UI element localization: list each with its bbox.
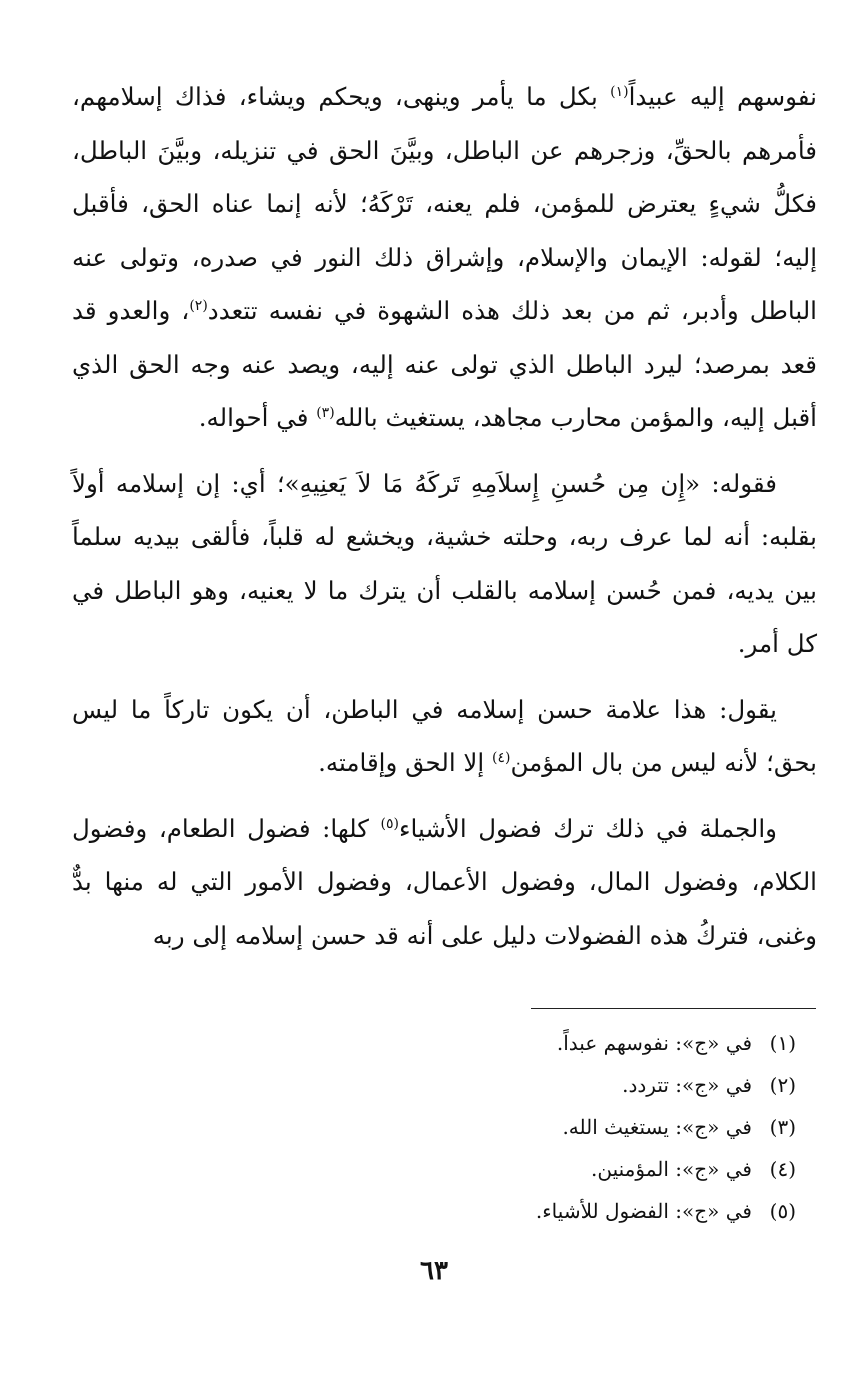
footnote-item [196,1148,796,1190]
footnote-ref-4: (٤) [491,749,511,766]
footnote-number: (٢) [769,1073,796,1097]
paragraph-3 [72,683,817,790]
page-number: ٦٣ [420,1256,448,1286]
footnote-item [196,1106,796,1148]
paragraph-2: فقوله: «إِن مِن حُسنِ إِسلاَمِهِ تَركَهُ مَا لاَ يَعنِيهِ»؛ أي: إن إسلامه أولاً بقلبه: أنه لما عرف ربه، وحلته خشية، ويخشع له قلباً، فألقى بيديه سلماً بين يديه، فمن حُسن إسلامه بالقلب أن يترك ما لا يعنيه، وهو الباطل في كل أمر. [72,468,817,658]
text-run: إلا الحق وإقامته. [318,748,492,777]
footnote-number: (٥) [769,1199,796,1223]
footnotes-list [196,1022,796,1232]
text-run: يقول: هذا علامة حسن إسلامه في الباطن، أن يكون تاركاً ما ليس بحق؛ لأنه ليس من بال المؤمن [72,694,817,777]
footnote-number: (٣) [769,1115,796,1139]
footnote-ref-1: (١) [610,83,629,100]
main-text [72,70,817,962]
footnote-divider [531,1008,816,1009]
paragraph-1 [72,70,817,445]
footnote-ref-3: (٣) [316,404,335,421]
footnote-text: في «ج»: المؤمنين. [591,1157,752,1181]
footnote-item [196,1064,796,1106]
footnote-number: (١) [769,1031,796,1055]
text-run: في أحواله. [198,403,317,432]
paragraph-4 [72,802,817,963]
footnote-text: في «ج»: تتردد. [622,1073,752,1097]
text-run: كلها: فضول الطعام، وفضول الكلام، وفضول المال، وفضول الأعمال، وفضول الأمور التي له منها بدٌّ وغنى، فتركُ هذه الفضولات دليل على أنه قد حسن إسلامه إلى ربه [72,813,817,950]
footnote-text: في «ج»: نفوسهم عبداً. [556,1031,752,1055]
footnote-item [196,1022,796,1064]
footnote-ref-5: (٥) [380,815,399,832]
footnote-ref-2: (٢) [189,297,208,314]
text-run: ، والعدو قد قعد بمرصد؛ ليرد الباطل الذي تولى عنه إليه، ويصد عنه وجه الحق الذي أقبل إليه، والمؤمن محارب مجاهد، يستغيث بالله [72,296,817,432]
text-run: نفوسهم إليه عبيداً [628,82,817,111]
text-run: بكل ما يأمر وينهى، ويحكم ويشاء، فذاك إسلامهم، فأمرهم بالحقِّ، وزجرهم عن الباطل، وبيَّنَ الحق في تنزيله، وبيَّنَ الباطل، فكلُّ شيءٍ يعترض للمؤمن، فلم يعنه، تَرْكَهُ؛ لأنه إنما عناه الحق، فأقبل إليه؛ لقوله: الإيمان والإسلام، وإشراق ذلك النور في صدره، وتولى عنه الباطل وأدبر، ثم من بعد ذلك هذه الشهوة في نفسه تتعدد [72,82,817,325]
footnote-text: في «ج»: الفضول للأشياء. [535,1199,752,1223]
footnote-text: في «ج»: يستغيث الله. [562,1115,752,1139]
page-body [72,70,817,974]
text-run: والجملة في ذلك ترك فضول الأشياء [398,813,777,843]
footnote-item [196,1190,796,1232]
footnote-number: (٤) [769,1157,796,1181]
